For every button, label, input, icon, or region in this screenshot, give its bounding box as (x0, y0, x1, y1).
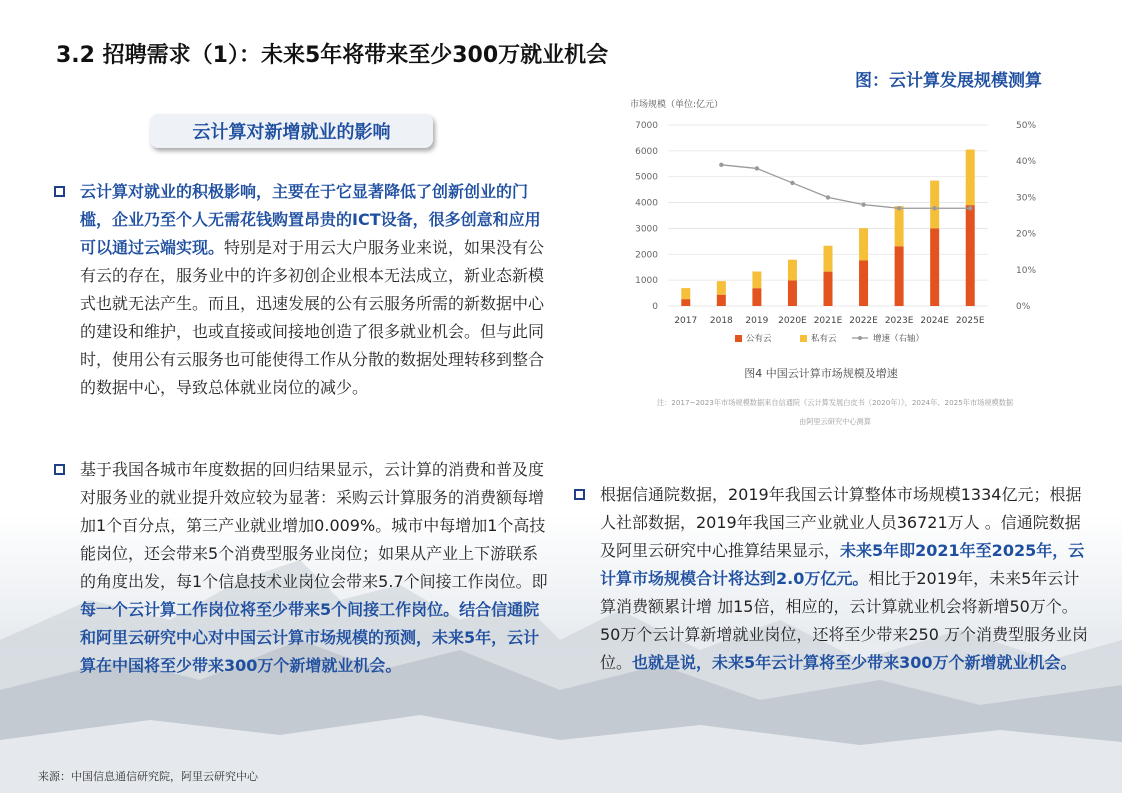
growth-point (719, 163, 723, 167)
y-tick-label: 2000 (635, 250, 658, 261)
growth-point (968, 206, 972, 210)
paragraph-1-text: 特别是对于用云大户服务业来说，如果没有公有云的存在，服务业中的许多初创企业根本无法成立，新业态新模式也就无法产生。而且，迅速发展的公有云服务所需的新数据中心的建设和维护，也或直接或间接地创造了很多就业机会。但与此同时，使用公有云服务也可能使得工作从分散的数据处理转移到整合的数据中心，导致总体就业岗位的减少。 (80, 238, 545, 397)
paragraph-3 (600, 481, 1090, 677)
legend-label-growth: 增速（右轴） (873, 334, 925, 344)
bar-public-cloud (788, 280, 797, 306)
x-tick-label: 2020E (778, 316, 807, 326)
y-tick-label: 6000 (635, 146, 658, 157)
square-bullet-icon (54, 186, 65, 197)
x-tick-label: 2025E (955, 316, 985, 326)
bar-private-cloud (717, 281, 726, 295)
y-tick-label: 1000 (635, 276, 658, 287)
x-tick-label: 2017 (674, 316, 698, 326)
paragraph-2 (80, 456, 550, 680)
y-tick-label: 0 (652, 302, 658, 312)
x-tick-label: 2024E (920, 316, 949, 326)
cloud-market-chart (620, 95, 1050, 435)
y2-tick-label: 30% (1016, 193, 1037, 204)
legend-marker-growth (858, 336, 862, 340)
bar-public-cloud (824, 272, 833, 306)
bar-private-cloud (788, 260, 797, 281)
paragraph-2-text: 基于我国各城市年度数据的回归结果显示，云计算的消费和普及度对服务业的就业提升效应较为显著：采购云计算服务的消费额每增加1个百分点，第三产业就业增加0.009%。城市中每增加1个高技能岗位，还会带来5个消费型服务业岗位；如果从产业上下游联系的角度出发，每1个信息技术业岗位会带来5.7个间接工作岗位。即 (80, 460, 548, 591)
x-tick-label: 2019 (745, 316, 769, 326)
growth-point (897, 206, 901, 210)
legend-label-public: 公有云 (746, 334, 772, 344)
chart-note-line-1: 注：2017~2023年市场规模数据来自信通院《云计算发展白皮书（2020年）》，2024年、2025年市场规模数据 (656, 398, 1014, 407)
bar-public-cloud (895, 246, 904, 306)
bar-private-cloud (752, 272, 761, 289)
x-tick-label: 2022E (849, 316, 878, 326)
y-tick-label: 5000 (635, 172, 658, 183)
bar-private-cloud (930, 181, 939, 229)
square-bullet-icon (54, 464, 65, 475)
bar-private-cloud (681, 288, 690, 299)
y2-tick-label: 40% (1016, 157, 1037, 168)
y-tick-label: 4000 (635, 198, 658, 209)
x-tick-label: 2018 (709, 316, 733, 326)
subheading-box (150, 114, 433, 148)
source-note: 来源：中国信息通信研究院，阿里云研究中心 (38, 770, 258, 783)
y2-tick-label: 0% (1016, 302, 1031, 312)
bar-private-cloud (895, 206, 904, 246)
y-tick-label: 7000 (635, 121, 658, 131)
bar-public-cloud (966, 205, 975, 306)
y2-tick-label: 20% (1016, 229, 1037, 240)
bar-public-cloud (717, 295, 726, 306)
bar-private-cloud (824, 246, 833, 272)
growth-point (790, 181, 794, 185)
bar-private-cloud (966, 150, 975, 206)
bar-public-cloud (752, 288, 761, 306)
chart-note-line-2: 由阿里云研究中心测算 (799, 417, 871, 426)
figure-title: 图：云计算发展规模测算 (855, 71, 1042, 91)
legend-label-private: 私有云 (811, 334, 837, 344)
paragraph-3-bold-2: 也就是说，未来5年云计算将至少带来300万个新增就业机会。 (632, 653, 1077, 672)
bar-public-cloud (681, 299, 690, 306)
subheading-text: 云计算对新增就业的影响 (192, 122, 391, 143)
paragraph-3-bold-1: 未来5年即2021年至2025年，云计算市场规模合计将达到2.0万亿元。 (600, 541, 1085, 588)
y-tick-label: 3000 (635, 224, 658, 235)
square-bullet-icon (574, 489, 585, 500)
bar-public-cloud (930, 228, 939, 306)
x-tick-label: 2023E (884, 316, 914, 326)
paragraph-3-text-2: 相比于2019年，未来5年云计算消费额累计增 加15倍，相应的，云计算就业机会将新增50万个。50万个云计算新增就业岗位，还将至少带来250 万个消费型服务业岗位。 (600, 569, 1088, 672)
paragraph-1-bold: 云计算对就业的积极影响，主要在于它显著降低了创新创业的门槛，企业乃至个人无需花钱购置昂贵的ICT设备，很多创意和应用可以通过云端实现。 (80, 182, 541, 257)
bar-public-cloud (859, 260, 868, 306)
page-title: 3.2 招聘需求（1）：未来5年将带来至少300万就业机会 (56, 43, 609, 68)
growth-point (826, 195, 830, 199)
y-axis-label: 市场规模（单位:亿元） (630, 100, 724, 110)
paragraph-2-bold: 每一个云计算工作岗位将至少带来5个间接工作岗位。结合信通院和阿里云研究中心对中国云计算市场规模的预测，未来5年，云计算在中国将至少带来300万个新增就业机会。 (80, 600, 540, 675)
growth-point (932, 206, 936, 210)
bar-private-cloud (859, 228, 868, 260)
legend-swatch-public (735, 335, 742, 342)
legend-swatch-private (800, 335, 807, 342)
chart-caption: 图4 中国云计算市场规模及增速 (744, 367, 898, 380)
paragraph-3-text-1: 根据信通院数据，2019年我国云计算整体市场规模1334亿元；根据人社部数据，2019年我国三产业就业人员36721万人 。信通院数据及阿里云研究中心推算结果显示， (600, 485, 1082, 560)
growth-point (755, 166, 759, 170)
growth-point (861, 202, 865, 206)
x-tick-label: 2021E (813, 316, 843, 326)
y2-tick-label: 10% (1016, 265, 1037, 276)
paragraph-1 (80, 178, 550, 402)
y2-tick-label: 50% (1016, 121, 1037, 131)
